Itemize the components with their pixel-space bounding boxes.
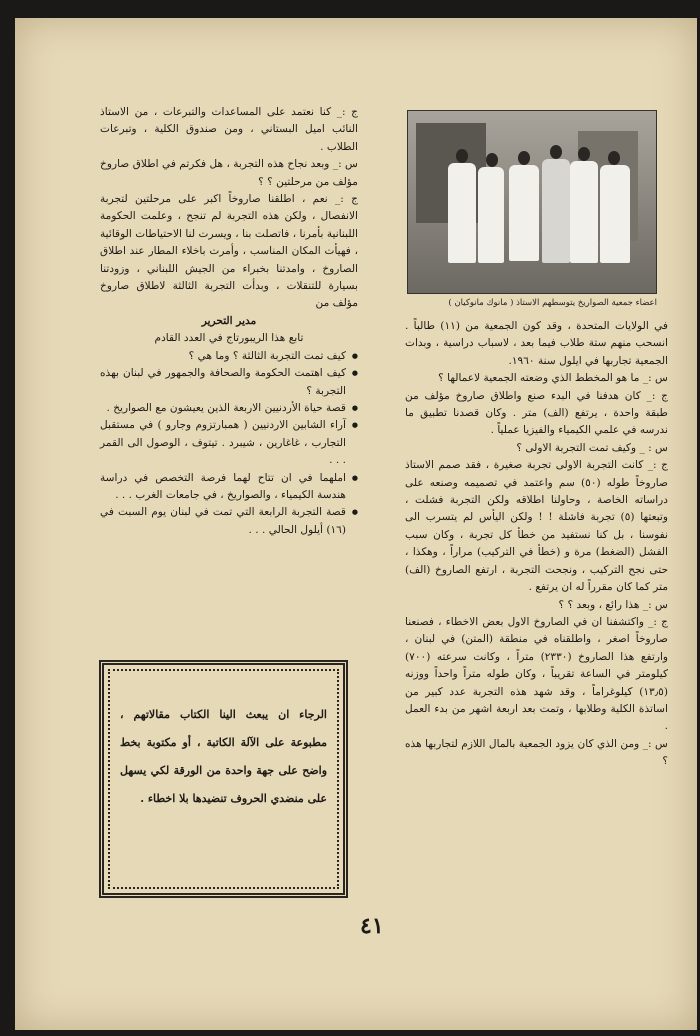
list-item: ● كيف اهتمت الحكومة والصحافة والجمهور في لبنان بهذه التجربة ؟ bbox=[100, 365, 358, 400]
answer: ج :_ كانت التجربة الاولى تجربة صغيرة ، فقد صمم الاستاذ صاروخاً طوله (٥٠) سم واعتمد في تصميمه وصنعه على دراساته الخاصة ، وحاولنا اطلاقه ولكن التجربة فشلت ، وتبعتها (٥) تجربة فاشلة ! ! ولكن اليأس لم يتسرب الى نفوسنا ، بل كنا نستفيد من خطأ كل تجربة ، وكان سبب الفشل (الضغط) مرة و (خطأ في التركيب) مراراً ، وهكذا ، حتى نجح التركيب ، ونجحت التجربة ، ارتفع الصاروخ (الف) متر كما كان مقرراً له ان يرتفع . bbox=[405, 459, 668, 594]
photo-person-head bbox=[578, 147, 590, 161]
answer: ج :_ واكتشفنا ان في الصاروخ الاول بعض الاخطاء ، فصنعنا صاروخاً اصغر ، واطلقناه في منطقة (المتن) في لبنان ، وارتفع هذا الصاروخ (٢٣٣٠) متراً ، وكانت سرعته (٧٠٠) كيلومتر في الساعة تقريباً ، وكان طوله متراً واحداً ووزنه (١٣٫٥) كيلوغراماً ، وقد شهد هذه التجربة عدد كبير من اساتذة الكلية وطلابها ، وتمت بعد اربعة اشهر من بدء العمل . bbox=[405, 615, 669, 733]
photo-person bbox=[448, 163, 476, 263]
question: س :_ ومن الذي كان يزود الجمعية بالمال اللازم لتجاربها هذه ؟ bbox=[405, 737, 668, 768]
follow-up-list bbox=[100, 348, 358, 539]
list-item: ● كيف تمت التجربة الثالثة ؟ وما هي ؟ bbox=[100, 348, 358, 365]
photo-person bbox=[542, 159, 570, 263]
question: س :_ ما هو المخطط الذي وضعته الجمعية لاعمالها ؟ bbox=[438, 372, 668, 385]
photo-person-head bbox=[518, 151, 530, 165]
list-item: ● آراء الشابين الاردنيين ( همبارتزوم وجارو ) في مستقبل التجارب ، غاغارين ، شيبرد . تيتوف ، الوصول الى القمر . . . bbox=[100, 417, 358, 469]
question: س :_ هذا رائع ، وبعد ؟ ؟ bbox=[558, 598, 668, 611]
photo-person bbox=[570, 161, 598, 263]
editor-signature: مدير التحرير bbox=[201, 314, 257, 327]
writers-notice-text: الرجاء ان يبعث الينا الكتاب مقالاتهم ، مطبوعة على الآلة الكاتبة ، أو مكتوبة بخط واضح على جهة واحدة من الورقة لكي يسهل على منضدي الحروف تنضيدها بلا اخطاء . bbox=[108, 669, 339, 889]
rocket-society-photo bbox=[407, 110, 657, 294]
magazine-page bbox=[15, 18, 697, 1030]
question: س : _ وكيف تمت التجربة الاولى ؟ bbox=[516, 441, 668, 454]
page-number: ٤١ bbox=[360, 913, 384, 939]
list-item: ● قصة حياة الأردنيين الاربعة الذين يعيشون مع الصواريخ . bbox=[100, 400, 358, 417]
photo-person-head bbox=[456, 149, 468, 163]
photo-person bbox=[509, 165, 539, 261]
photo-caption: اعضاء جمعية الصواريخ يتوسطهم الاستاذ ( مانوك مانوكيان ) bbox=[448, 298, 657, 308]
photo-person bbox=[478, 167, 504, 263]
answer: ج :_ كنا نعتمد على المساعدات والتبرعات ، من الاستاذ النائب اميل البستاني ، ومن صندوق الكلية ، وتبرعات الطلاب . bbox=[100, 106, 358, 153]
answer: ج :_ كان هدفنا في البدء صنع واطلاق صاروخ مؤلف من طبقة واحدة ، يرتفع (الف) متر . وكان قصدنا تطبيق ما ندرسه في علمي الكيمياء والفيزيا عملياً . bbox=[405, 389, 668, 437]
answer: ج :_ نعم ، اطلقنا صاروخاً اكبر على مرحلتين لتجربة الانفصال ، ولكن هذه التجربة لم تنجح ، وعلمت الحكومة اللبنانية بأمرنا ، فاتصلت بنا ، ويسرت لنا الاحتياطات الوقائية ، فهيأت المكان المناسب ، وأمرت باخلاء المطار عند اطلاق الصاروخ ، وامدتنا بخبراء من الجيش اللبناني ، وزودتنا بسيارة للتنقلات ، وبدأت التجربة الثالثة لاطلاق صاروخ مؤلف من bbox=[100, 193, 358, 310]
follow-up-intro: تابع هذا الريبورتاج في العدد القادم bbox=[154, 332, 304, 345]
writers-notice-box bbox=[99, 660, 348, 898]
paragraph: في الولايات المتحدة ، وقد كون الجمعية من (١١) طالباً . انسحب منهم ستة طلاب فيما بعد ، لاسباب دراسية ، وبدات الجمعية تجاربها في ايلول سنة ١٩٦٠. bbox=[405, 320, 668, 367]
question: س :_ وبعد نجاح هذه التجربة ، هل فكرتم في اطلاق صاروخ مؤلف من مرحلتين ؟ ؟ bbox=[100, 158, 358, 188]
photo-person-head bbox=[486, 153, 498, 167]
photo-person bbox=[600, 165, 630, 263]
right-column bbox=[405, 318, 668, 771]
photo-person-head bbox=[550, 145, 562, 159]
list-item: ● املهما في ان تتاح لهما فرصة التخصص في دراسة هندسة الكيمياء ، والصواريخ ، في جامعات الغرب . . . bbox=[100, 470, 358, 505]
left-column bbox=[100, 104, 358, 539]
photo-person-head bbox=[608, 151, 620, 165]
list-item: ● قصة التجربة الرابعة التي تمت في لبنان يوم السبت في (١٦) أيلول الحالي . . . bbox=[100, 504, 358, 539]
